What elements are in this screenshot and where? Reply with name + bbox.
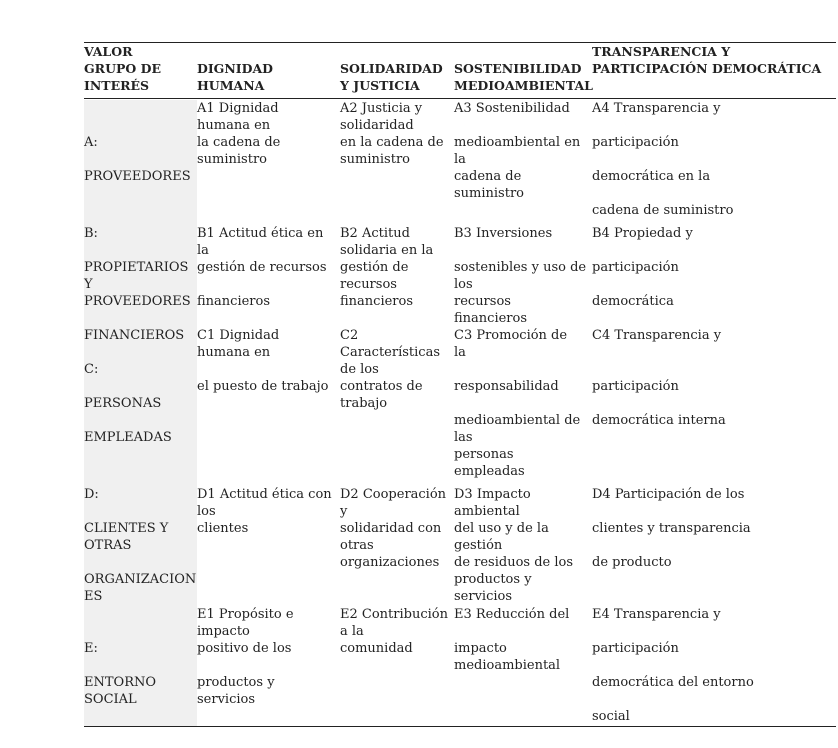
cell-b4-c4: B4 Propiedad y participación democrática C4 Transparencia y participación democrática interna <box>592 226 726 428</box>
cell-e1: E1 Propósito e impacto positivo de los productos y servicios <box>197 607 294 707</box>
header-solidaridad-justicia: SOLIDARIDAD Y JUSTICIA <box>340 61 443 93</box>
bottom-rule <box>84 726 836 727</box>
cell-b2-c2: B2 Actitud solidaria en la gestión de recursos financieros C2 Características de los contratos de trabajo <box>340 226 440 411</box>
cell-e2: E2 Contribución a la comunidad <box>340 607 448 656</box>
cell-d3: D3 Impacto ambiental del uso y de la gestión de residuos de los productos y servicios <box>454 487 574 604</box>
cell-a3: A3 Sostenibilidad medioambiental en la cadena de suministro <box>454 101 581 201</box>
group-a-label: A: PROVEEDORES <box>84 135 191 184</box>
cell-a1: A1 Dignidad humana en la cadena de suministro <box>197 101 281 167</box>
group-e-label: E: ENTORNO SOCIAL <box>84 641 157 707</box>
group-bc-label: B: PROPIETARIOS Y PROVEEDORES FINANCIEROS C: PERSONAS EMPLEADAS <box>84 226 191 445</box>
cell-a2: A2 Justicia y solidaridad en la cadena de suministro <box>340 101 444 167</box>
cell-d4: D4 Participación de los clientes y transparencia de producto <box>592 487 751 570</box>
header-transparencia: TRANSPARENCIA Y PARTICIPACIÓN DEMOCRÁTICA <box>592 44 822 76</box>
group-d-label: D: CLIENTES Y OTRAS ORGANIZACION ES <box>84 487 197 604</box>
cell-d2: D2 Cooperación y solidaridad con otras organizaciones <box>340 487 447 570</box>
header-rule <box>84 98 836 99</box>
cell-e3: E3 Reducción del impacto medioambiental <box>454 607 570 673</box>
values-matrix-table <box>84 42 836 727</box>
cell-d1: D1 Actitud ética con los clientes <box>197 487 332 536</box>
header-value-group: VALOR GRUPO DE INTERÉS <box>84 44 161 93</box>
cell-b3-c3: B3 Inversiones sostenibles y uso de los recursos financieros C3 Promoción de la responsabilidad medioambiental de las personas empleadas <box>454 226 587 479</box>
cell-a4: A4 Transparencia y participación democrática en la cadena de suministro <box>592 101 734 218</box>
header-dignidad-humana: DIGNIDAD HUMANA <box>197 61 274 93</box>
cell-b1-c1: B1 Actitud ética en la gestión de recursos financieros C1 Dignidad humana en el puesto de trabajo <box>197 226 329 394</box>
cell-e4: E4 Transparencia y participación democrática del entorno social <box>592 607 754 724</box>
header-sostenibilidad: SOSTENIBILIDAD MEDIOAMBIENTAL <box>454 61 593 93</box>
